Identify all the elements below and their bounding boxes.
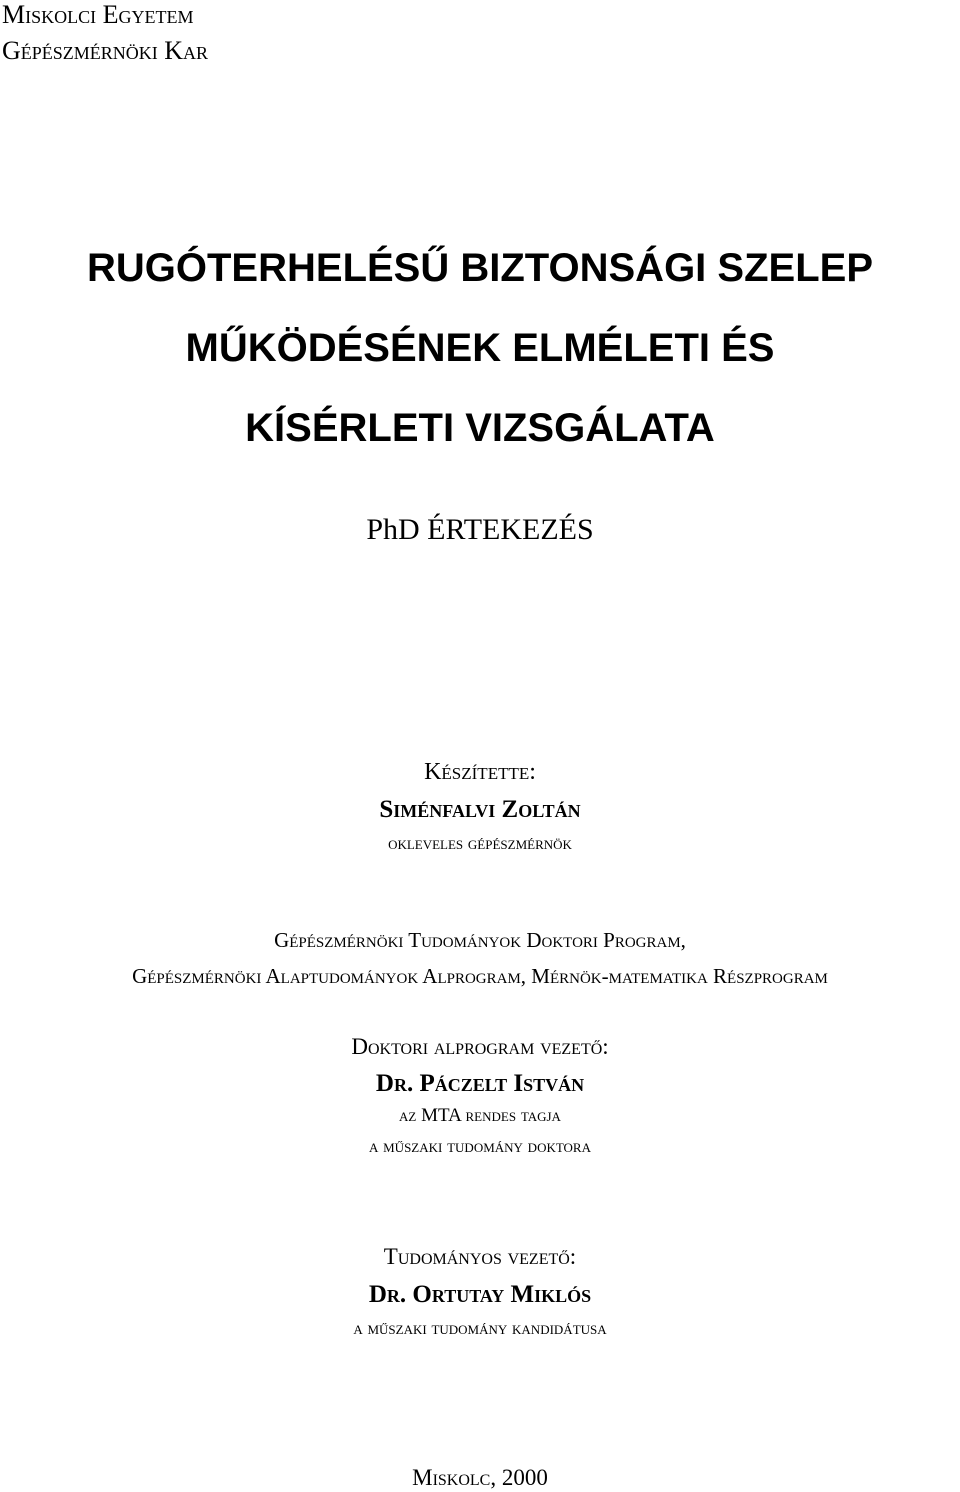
doctoral-program: Gépészmérnöki Tudományok Doktori Program,	[274, 928, 686, 952]
supervisor-name: Dr. Ortutay Miklós	[368, 1281, 592, 1308]
thesis-title-line-3: KÍSÉRLETI VIZSGÁLATA	[245, 406, 715, 450]
author-label: Készítette:	[424, 759, 536, 785]
subprogram-leader-title-2: a műszaki tudomány doktora	[368, 1136, 591, 1157]
author-name: Siménfalvi Zoltán	[379, 796, 581, 823]
faculty-name: Gépészmérnöki Kar	[2, 36, 209, 65]
author-degree: okleveles gépészmérnök	[388, 833, 572, 854]
supervisor-label: Tudományos vezető:	[383, 1244, 577, 1269]
sub-program: Gépészmérnöki Alaptudományok Alprogram, Mérnök-matematika Részprogram	[132, 964, 828, 988]
subprogram-leader-label: Doktori alprogram vezető:	[351, 1034, 609, 1059]
supervisor-title: a műszaki tudomány kandidátusa	[353, 1318, 607, 1339]
thesis-type: PhD ÉRTEKEZÉS	[366, 513, 594, 546]
university-name: Miskolci Egyetem	[2, 0, 194, 29]
place-and-year: Miskolc, 2000	[412, 1465, 548, 1490]
subprogram-leader-name: Dr. Páczelt István	[375, 1070, 585, 1097]
subprogram-leader-title-1: az MTA rendes tagja	[399, 1105, 561, 1126]
thesis-title-line-1: RUGÓTERHELÉSŰ BIZTONSÁGI SZELEP	[87, 246, 873, 290]
thesis-title-line-2: MŰKÖDÉSÉNEK ELMÉLETI ÉS	[185, 326, 775, 370]
